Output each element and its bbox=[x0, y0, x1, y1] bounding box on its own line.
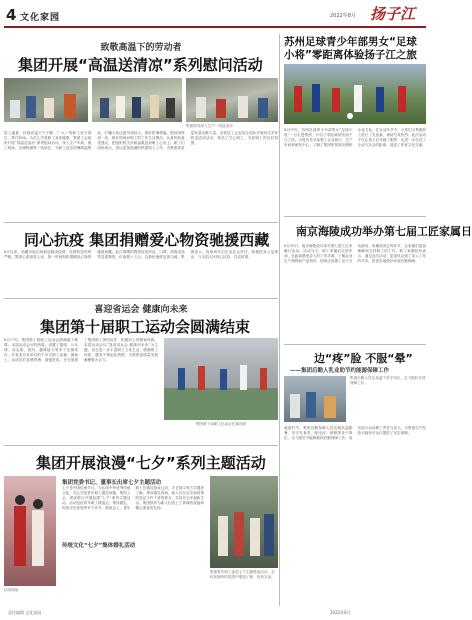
page-footer bbox=[0, 608, 430, 620]
divider-1 bbox=[4, 222, 278, 223]
divider-right-2 bbox=[284, 344, 426, 345]
article4-photo-caption: 活动现场 bbox=[4, 588, 19, 592]
right2-body: 8月19日，南京海陵成功举办第七届工匠家属日活动。活动当天，职工家属们走进车间，近距离感受亲人的工作环境，了解企业生产流程和产品知识。现场还设置了亲子互动游戏、家属座谈会等环节，让家属们更加理解和支持职工的工作。职工家属纷纷表示，通过此次活动，更加体会到了亲人工作的辛苦，将更好地做好家庭后勤保障。 bbox=[284, 244, 426, 263]
article2-body: 8月以来，西藏多地出现新冠肺炎疫情，疫情防控形势严峻。集团心系高原人民，第一时间组织捐赠爱心物资驰援西藏。此次捐赠的物资包括药品、口罩、消毒用品等急需物资，价值数十万元，以最快速度运抵当地。集团表示，将始终牢记企业社会责任，积极投身公益事业，与全国人民同心抗疫、共克时艰。 bbox=[4, 250, 278, 259]
article4-side-caption: 集团青年职工参加七夕主题联谊活动，在轻松愉快的氛围中增进了解、收获友谊。 bbox=[210, 570, 275, 579]
right3-photo-caption: 集团后勤人员在高温下坚守岗位，全力做好各项保障工作。 bbox=[350, 376, 426, 385]
column-divider bbox=[279, 34, 280, 606]
article4-photo-2 bbox=[210, 476, 278, 568]
article1-headline: 集团开展“高温送清凉”系列慰问活动 bbox=[18, 56, 263, 74]
right1-photo bbox=[284, 64, 426, 124]
workers-photo-graphic bbox=[4, 78, 88, 122]
article4-photo-1 bbox=[4, 476, 56, 586]
page-number: 4 bbox=[6, 6, 17, 24]
divider-2 bbox=[4, 298, 278, 299]
article4-subhead-1: 集团党委书记、董事长出席七夕主题活动 bbox=[62, 480, 162, 486]
article3-photo bbox=[164, 338, 278, 420]
article1-photo-1 bbox=[4, 78, 88, 122]
article1-photo-2 bbox=[92, 78, 182, 122]
divider-3 bbox=[4, 445, 278, 446]
article4-subhead-2: 传统文化“七夕”集体婚礼活动 bbox=[62, 543, 136, 549]
issue-date: 2022年8月 bbox=[330, 13, 356, 19]
page-header bbox=[0, 0, 430, 30]
article2-headline: 同心抗疫 集团捐赠爱心物资驰援西藏 bbox=[24, 231, 270, 249]
right3-subhead: ——集团后勤人乳业助节约能源保障工作 bbox=[290, 368, 390, 374]
divider-right-1 bbox=[284, 216, 426, 217]
right3-body: 盛夏时节，集团后勤保障人员克服高温酷暑，坚守在食堂、配电房、维修等各个岗位，全力做好节能降耗和后勤保障工作，用实际行动诠释了责任与担当，为集团生产经营平稳有序运行提供了坚实保障。 bbox=[284, 426, 426, 440]
right1-headline: 苏州足球青少年部男女“足球小将”零距离体验扬子江之旅 bbox=[284, 36, 417, 61]
article1-photo-caption: 集团领导深入生产一线送清凉 bbox=[186, 124, 233, 128]
article3-body: 8月下旬，集团第十届职工运动会圆满落下帷幕。本届运动会历时两周，设置了篮球、乒乓球、羽毛球、拔河、趣味接力等多个比赛项目，共有来自各单位的千余名职工参赛。赛场上，运动员们奋勇拼搏、顽强进取，充分展现了集团职工团结协作、积极向上的精神风貌。本届运动会以“喜迎省运会 健康向未来”为主题，旨在进一步丰富职工文化生活，增强职工体质，激发干事创业热情，为集团高质量发展凝聚强大合力。 bbox=[4, 338, 158, 362]
site-photo-graphic bbox=[186, 78, 278, 122]
couple-photo-graphic bbox=[4, 476, 56, 586]
logistics-photo-graphic bbox=[284, 376, 346, 422]
event-photo-graphic bbox=[210, 476, 278, 568]
article1-body: 进入盛夏，持续高温天气不断，广大一线职工坚守岗位，挥汗如雨。为关心关爱职工身体健康，集团工会组织开展“高温送清凉”系列慰问活动，深入生产车间、施工现场、仓储物流等一线岗位，为职工送去防暑降温物品，叮嘱大家注意劳逸结合、做好防暑措施。慰问组每到一处，都仔细询问职工的工作生活情况，认真听取意见建议，把组织的关怀和温暖送到职工心坎上。职工们纷纷表示，将以更加饱满的热情投入工作，为集团高质量发展贡献力量。各基层工会也结合实际开展形式多样的送清凉活动，营造了关心职工、关爱职工的良好氛围。 bbox=[4, 131, 278, 150]
footer-left: 责任编辑 文化家园 bbox=[8, 610, 42, 615]
right2-headline: 南京海陵成功举办第七届工匠家属日 bbox=[296, 225, 472, 238]
football-photo-graphic bbox=[284, 64, 426, 124]
right1-body: 8月中旬，苏州足球青少年部男女“足球小将”一行走进集团，开启了零距离体验扬子江之旅。小将们先后参观了企业展厅、生产车间和研发中心，了解了集团的发展历程和企业文化。在互动环节中，小将们与集团职工进行了友谊赛，现场气氛热烈。此次活动不仅让孩子们开阔了眼界，也进一步拉近了企业与社会的距离，促进了体育文化交流。 bbox=[284, 128, 426, 147]
article4-headline: 集团开展浪漫“七夕”系列主题活动 bbox=[36, 454, 266, 472]
section-title: 文化家园 bbox=[20, 13, 61, 23]
article3-kicker: 喜迎省运会 健康向未来 bbox=[94, 305, 188, 315]
article3-headline: 集团第十届职工运动会圆满结束 bbox=[40, 318, 251, 336]
footer-right: 2022年8月 bbox=[330, 610, 351, 615]
article1-kicker: 致敬高温下的劳动者 bbox=[100, 43, 182, 53]
article4-body: 七夕是中国传统节日。为弘扬中华优秀传统文化，关心关爱青年职工婚恋问题，集团工会、团委联合开展浪漫“七夕”系列主题活动。活动包括青年职工联谊会、集体婚礼、传统文化体验等多个环节。联谊会上，青年职工们通过游戏互动、才艺展示等方式增进了解。集体婚礼现场，新人们在亲友和同事的见证下许下爱的誓言，共同开启幸福新生活。集团领导为新人们送上了真诚的祝福和精心准备的礼物。 bbox=[62, 486, 204, 510]
newspaper-logo: 扬子江 bbox=[370, 5, 416, 23]
article3-photo-caption: 集团第十届职工运动会比赛现场 bbox=[195, 422, 247, 426]
group-photo-graphic bbox=[92, 78, 182, 122]
header-rule bbox=[4, 26, 426, 28]
article1-photo-3 bbox=[186, 78, 278, 122]
right3-headline: 边“疼”脸 不服“晕” bbox=[314, 352, 413, 365]
right3-photo bbox=[284, 376, 346, 422]
sports-photo-graphic bbox=[164, 338, 278, 420]
